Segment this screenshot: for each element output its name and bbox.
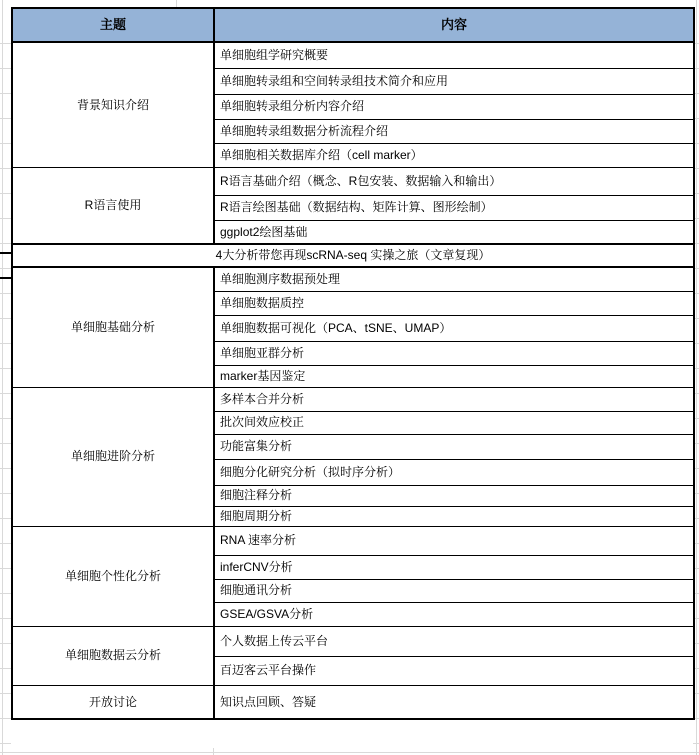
table-row xyxy=(12,526,694,555)
content-cell[interactable]: R语言绘图基础（数据结构、矩阵计算、图形绘制） xyxy=(214,195,694,220)
excel-gridline xyxy=(0,468,11,469)
excel-gridline xyxy=(0,193,11,194)
content-cell[interactable]: 细胞通讯分析 xyxy=(214,579,694,602)
content-cell[interactable]: 细胞注释分析 xyxy=(214,485,694,506)
excel-gridline xyxy=(0,218,11,219)
excel-gridline xyxy=(0,443,11,444)
table-row xyxy=(12,626,694,656)
table-header-row xyxy=(12,8,694,42)
topic-cell[interactable]: 单细胞进阶分析 xyxy=(12,387,214,526)
merged-row-border-stub xyxy=(0,252,11,254)
content-cell[interactable]: 单细胞数据质控 xyxy=(214,291,694,315)
excel-gridline xyxy=(176,0,177,7)
content-cell[interactable]: 功能富集分析 xyxy=(214,434,694,459)
content-cell[interactable]: 单细胞转录组和空间转录组技术简介和应用 xyxy=(214,68,694,94)
content-cell[interactable]: ggplot2绘图基础 xyxy=(214,220,694,244)
content-column-header[interactable]: 内容 xyxy=(214,8,694,42)
content-cell[interactable]: 细胞分化研究分析（拟时序分析） xyxy=(214,459,694,485)
excel-gridline xyxy=(0,43,11,44)
table-row xyxy=(12,167,694,195)
excel-gridline xyxy=(0,668,11,669)
excel-gridline xyxy=(0,693,11,694)
topic-cell[interactable]: 单细胞数据云分析 xyxy=(12,626,214,685)
content-cell[interactable]: 单细胞测序数据预处理 xyxy=(214,267,694,291)
content-cell[interactable]: 细胞周期分析 xyxy=(214,506,694,526)
content-cell[interactable]: 单细胞转录组数据分析流程介绍 xyxy=(214,119,694,143)
excel-gridline xyxy=(0,543,11,544)
excel-gridline xyxy=(0,718,11,719)
excel-gridline xyxy=(0,68,11,69)
excel-gridline xyxy=(0,368,11,369)
content-cell[interactable]: 单细胞亚群分析 xyxy=(214,341,694,365)
topic-column-header[interactable]: 主题 xyxy=(12,8,214,42)
excel-gridline xyxy=(0,418,11,419)
excel-gridline xyxy=(0,168,11,169)
excel-gridline xyxy=(0,618,11,619)
topic-cell[interactable]: 单细胞个性化分析 xyxy=(12,526,214,626)
topic-cell[interactable]: 背景知识介绍 xyxy=(12,42,214,167)
excel-gridline xyxy=(0,118,11,119)
excel-gridline xyxy=(0,643,11,644)
excel-gridline xyxy=(0,243,11,244)
excel-gridline xyxy=(0,593,11,594)
course-schedule-table xyxy=(11,7,695,720)
table-row xyxy=(12,42,694,68)
topic-cell[interactable]: 开放讨论 xyxy=(12,685,214,719)
excel-gridline xyxy=(0,293,11,294)
merged-section-cell[interactable]: 4大分析带您再现scRNA-seq 实操之旅（文章复现） xyxy=(12,244,694,267)
excel-gridline xyxy=(693,743,699,744)
content-cell[interactable]: 单细胞转录组分析内容介绍 xyxy=(214,94,694,119)
merged-section-row xyxy=(12,244,694,267)
content-cell[interactable]: 单细胞数据可视化（PCA、tSNE、UMAP） xyxy=(214,315,694,341)
content-cell[interactable]: 单细胞组学研究概要 xyxy=(214,42,694,68)
content-cell[interactable]: 知识点回顾、答疑 xyxy=(214,685,694,719)
excel-gridline xyxy=(0,493,11,494)
excel-gridline xyxy=(0,743,11,744)
content-cell[interactable]: RNA 速率分析 xyxy=(214,526,694,555)
excel-gridline xyxy=(0,93,11,94)
merged-row-border-stub xyxy=(0,277,11,279)
content-cell[interactable]: GSEA/GSVA分析 xyxy=(214,602,694,626)
excel-gridline xyxy=(0,343,11,344)
table-row xyxy=(12,387,694,411)
content-cell[interactable]: 百迈客云平台操作 xyxy=(214,656,694,685)
content-cell[interactable]: 批次间效应校正 xyxy=(214,411,694,434)
excel-gridline xyxy=(0,752,699,753)
excel-gridline xyxy=(2,0,3,755)
excel-gridline xyxy=(696,0,697,755)
excel-gridline xyxy=(0,518,11,519)
content-cell[interactable]: inferCNV分析 xyxy=(214,555,694,579)
topic-cell[interactable]: R语言使用 xyxy=(12,167,214,244)
excel-gridline xyxy=(0,268,11,269)
content-cell[interactable]: 个人数据上传云平台 xyxy=(214,626,694,656)
excel-gridline xyxy=(0,568,11,569)
content-cell[interactable]: marker基因鉴定 xyxy=(214,365,694,387)
excel-gridline xyxy=(0,318,11,319)
content-cell[interactable]: 多样本合并分析 xyxy=(214,387,694,411)
excel-gridline xyxy=(0,393,11,394)
excel-gridline xyxy=(0,143,11,144)
content-cell[interactable]: R语言基础介绍（概念、R包安装、数据输入和输出） xyxy=(214,167,694,195)
table-row xyxy=(12,685,694,719)
table-row xyxy=(12,267,694,291)
content-cell[interactable]: 单细胞相关数据库介绍（cell marker） xyxy=(214,143,694,167)
topic-cell[interactable]: 单细胞基础分析 xyxy=(12,267,214,387)
